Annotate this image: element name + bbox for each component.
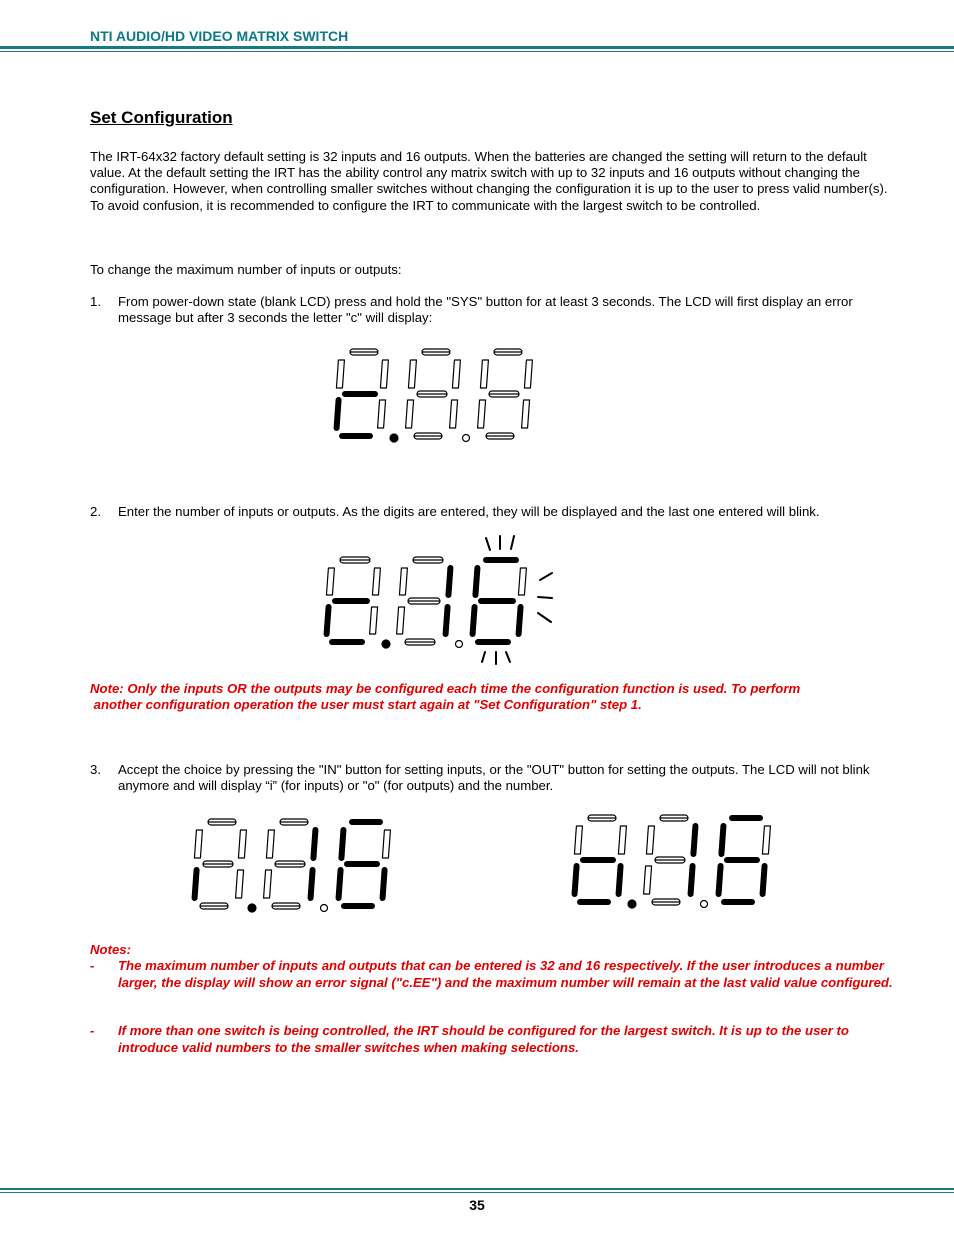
- lcd-segment-f-off: [336, 360, 344, 388]
- note-line-1: Note: Only the inputs OR the outputs may be configured each time the configuration function is used. To perform: [90, 681, 801, 696]
- lcd-segment-e-on: [195, 870, 197, 898]
- step-number: 3.: [90, 762, 101, 777]
- lcd-segment-e-off: [264, 870, 272, 898]
- lcd-decimal-dot-on: [382, 640, 390, 648]
- lcd-segment-c-on: [691, 866, 693, 894]
- bullet-dash: -: [90, 958, 95, 973]
- blink-indicator-ray: [486, 538, 490, 550]
- lcd-segment-f-off: [326, 568, 334, 595]
- lead-paragraph: To change the maximum number of inputs or outputs:: [90, 262, 402, 277]
- lcd-segment-f-off: [266, 830, 274, 858]
- lcd-segment-c-on: [383, 870, 385, 898]
- notes-item-text: If more than one switch is being controlled, the IRT should be configured for the largest switch. It is up to the user to introduce valid numbers to the smaller switches when making selections.: [118, 1023, 849, 1055]
- lcd-segment-f-off: [408, 360, 416, 388]
- lcd-segment-b-off: [382, 830, 390, 858]
- blink-indicator-ray: [482, 652, 485, 662]
- blink-indicator-ray: [538, 613, 551, 622]
- footer-rule-thin: [0, 1192, 954, 1193]
- lcd-segment-f-on: [721, 826, 723, 854]
- lcd-decimal-dot-off: [463, 435, 470, 442]
- section-heading: Set Configuration: [90, 108, 233, 127]
- configuration-note: [90, 681, 896, 713]
- lcd-display-i16: [182, 812, 407, 917]
- lcd-segment-f-on: [475, 568, 477, 595]
- lcd-decimal-dot-off: [701, 901, 708, 908]
- header-rule: [0, 46, 954, 49]
- blink-indicator-ray: [506, 652, 510, 662]
- lcd-segment-e-off: [397, 607, 405, 634]
- lcd-segment-c-off: [378, 400, 386, 428]
- step-number: 1.: [90, 294, 101, 309]
- lcd-segment-b-off: [452, 360, 460, 388]
- lcd-segment-c-off: [370, 607, 378, 634]
- lcd-segment-e-on: [473, 607, 475, 634]
- blink-indicator-ray: [511, 536, 514, 549]
- notes-item-2: [90, 1023, 896, 1056]
- step-2: [90, 504, 896, 520]
- notes-title: Notes:: [90, 942, 132, 957]
- lcd-segment-e-on: [337, 400, 339, 428]
- lcd-segment-b-off: [372, 568, 380, 595]
- lcd-segment-b-off: [762, 826, 770, 854]
- lcd-decimal-dot-on: [248, 904, 256, 912]
- lcd-segment-b-on: [313, 830, 315, 858]
- lcd-segment-b-on: [693, 826, 695, 854]
- blink-indicator-ray: [538, 597, 552, 598]
- bullet-dash: -: [90, 1023, 95, 1038]
- lcd-segment-c-off: [450, 400, 458, 428]
- lcd-segment-c-off: [236, 870, 244, 898]
- step-number: 2.: [90, 504, 101, 519]
- lcd-segment-c-on: [619, 866, 621, 894]
- lcd-decimal-dot-off: [321, 905, 328, 912]
- note-line-2: another configuration operation the user must start again at "Set Configuration" step 1.: [90, 697, 642, 713]
- lcd-segment-f-off: [646, 826, 654, 854]
- lcd-decimal-dot-on: [628, 900, 636, 908]
- step-1: [90, 294, 896, 326]
- step-text: Enter the number of inputs or outputs. As the digits are entered, they will be displayed and the last one entered will blink.: [118, 504, 820, 519]
- lcd-segment-e-off: [406, 400, 414, 428]
- lcd-segment-b-off: [238, 830, 246, 858]
- lcd-display-c16-blinking: [316, 528, 566, 673]
- header-rule-thin: [0, 51, 954, 52]
- lcd-segment-e-off: [644, 866, 652, 894]
- lcd-segment-c-on: [311, 870, 313, 898]
- step-text: Accept the choice by pressing the "IN" button for setting inputs, or the "OUT" button for setting the outputs. The LCD will not blink anymore and will display “i” (for inputs) or "o" (for outputs) and the number.: [118, 762, 870, 794]
- lcd-segment-f-on: [341, 830, 343, 858]
- lcd-segment-b-on: [448, 568, 450, 595]
- notes-item-1: [90, 958, 896, 991]
- lcd-segment-c-off: [522, 400, 530, 428]
- lcd-segment-e-on: [327, 607, 329, 634]
- lcd-segment-b-off: [618, 826, 626, 854]
- lcd-display-o16: [562, 808, 787, 913]
- intro-paragraph: The IRT-64x32 factory default setting is 32 inputs and 16 outputs. When the batteries are changed the setting will return to the default value. At the default setting the IRT has the ability control any matrix switch with up to 32 inputs and 16 outputs without changing the configuration. However, when controlling smaller switches without changing the configuration it is up to the user to press valid number(s). To avoid confusion, it is recommended to configure the IRT to communicate with the largest switch to be controlled.: [90, 149, 888, 213]
- footer-rule: [0, 1188, 954, 1190]
- lcd-segment-b-off: [380, 360, 388, 388]
- step-text: From power-down state (blank LCD) press and hold the "SYS" button for at least 3 seconds. The LCD will first display an error message but after 3 seconds the letter "c" will display:: [118, 294, 853, 326]
- lcd-segment-b-off: [518, 568, 526, 595]
- lcd-segment-e-off: [478, 400, 486, 428]
- lcd-segment-e-on: [719, 866, 721, 894]
- lcd-segment-c-on: [763, 866, 765, 894]
- lcd-segment-c-on: [519, 607, 521, 634]
- step-3: [90, 762, 896, 794]
- lcd-segment-f-off: [194, 830, 202, 858]
- lcd-segment-b-off: [524, 360, 532, 388]
- lcd-decimal-dot-off: [456, 641, 463, 648]
- blink-indicator-ray: [540, 573, 552, 580]
- header-title: NTI AUDIO/HD VIDEO MATRIX SWITCH: [90, 28, 349, 44]
- lcd-display-c: [322, 340, 547, 450]
- lcd-segment-e-on: [339, 870, 341, 898]
- lcd-segment-e-on: [575, 866, 577, 894]
- page-number: 35: [469, 1197, 485, 1213]
- notes-item-text: The maximum number of inputs and outputs that can be entered is 32 and 16 respectively. If the user introduces a number larger, the display will show an error signal ("c.EE") and the maximum number will remain at the last valid value configured.: [118, 958, 893, 990]
- lcd-segment-f-off: [480, 360, 488, 388]
- lcd-segment-c-on: [446, 607, 448, 634]
- lcd-segment-f-off: [574, 826, 582, 854]
- lcd-decimal-dot-on: [390, 434, 398, 442]
- lcd-segment-f-off: [399, 568, 407, 595]
